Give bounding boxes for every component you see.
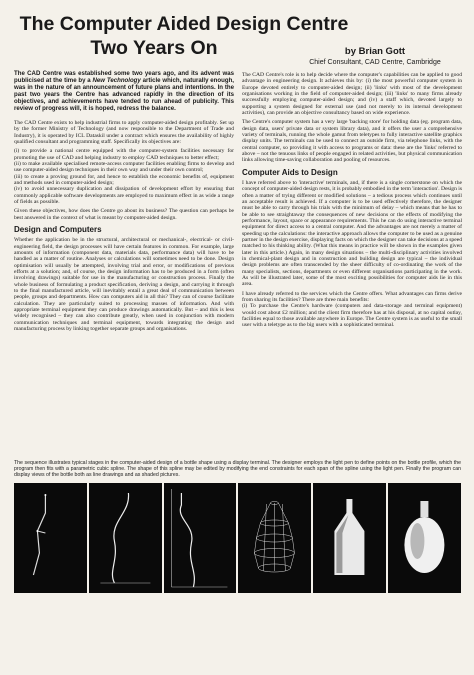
right-column	[242, 72, 462, 332]
byline	[290, 46, 460, 67]
title-line-2: Two Years On	[90, 37, 218, 59]
frame-shaded-view	[313, 483, 386, 593]
shaded-round-bottle	[388, 483, 461, 593]
lead-paragraph: The CAD Centre was established some two years ago, and its advent was publicised at the time by a New Technology article which, naturally enough, was in the nature of an announcement of future plans and intentions. In the past two years the Centre has advanced rapidly in the direction of its objectives, and achievements have tended to run ahead of publicity. This review of progress will, it is hoped, redress the balance.	[14, 70, 234, 112]
title-line-1: The Computer Aided Design Centre	[19, 13, 349, 35]
frame-spline-fit	[89, 483, 162, 593]
author-name: by Brian Gott	[344, 46, 406, 57]
body-paragraph: The CAD Centre's role is to help decide where the computer's capabilities can be applied to good advantage in engineering design. It achieves this by: (i) the most powerful computer system in Europe devoted entirely to computer-aided design; (ii) 'links' with most of the development organisations working in the field of computer-aided design; (iii) 'links' to many firms already successfully employing computer-aided design; and (iv) a staff which, devoted largely to supporting a system designed for external use (and not merely to its internal development activities), can provide an objective consultancy based on wide experience.	[242, 72, 462, 117]
spline-profile	[89, 483, 162, 593]
objective-item: (ii) to make available specialised remote-access computer facilities enabling firms to develop and use computer-aided design techniques in their own way and under their own control;	[14, 161, 234, 174]
magazine-name: New Technology	[92, 77, 141, 84]
wireframe-bottle	[238, 483, 311, 593]
body-paragraph: The CAD Centre exists to help industrial firms to apply computer-aided design profitably. Set up by the former Ministry of Technology (and now responsible to the Department of Trade and Industry), it is operated by ICL Dataskil under a contract which ensures the availability of highly qualified consultant and programming staff. Specifically its objectives are:	[14, 120, 234, 146]
author-role: Chief Consultant, CAD Centre, Cambridge	[309, 59, 441, 66]
bottle-profile-sketch	[14, 483, 87, 593]
objective-item: (iii) to create a proving ground for, and hence to establish the economic benefits of, equipment and methods used in computer-aided design;	[14, 173, 234, 187]
body-paragraph: The Centre's computer system has a very large 'backing store' for holding data (eg. program data, design data, users' private data or system library data), and it offers the user a comprehensive variety of terminals, running the whole gamut from teletypes to fully interactive satellite graphics display units. The terminals can be used to connect an outside firm, via telephone links, with the central computer, so providing it with access to programs or data: these are the 'links' referred to above – not the tenuous links of people engaged in related activities, but physical communication links allowing time-saving collaboration and pooling of resources.	[242, 119, 462, 164]
left-column	[14, 70, 234, 335]
frame-wireframe	[238, 483, 311, 593]
shaded-bottle	[313, 483, 386, 593]
body-paragraph: I have already referred to the services which the Centre offers. What advantages can firms derive from sharing its facilities? There are three main benefits:	[242, 290, 462, 303]
figure-caption: The sequence illustrates typical stages in the computer-aided design of a bottle shape using a display terminal. The designer employs the light pen to define points on the bottle profile, which the program then fits with a parametric cubic spline. The shape of this spline may be edited by modifying the end constraints for each span of the spline using the light pen. Finally the program can display views of the bottle both as line drawings and as shaded pictures.	[14, 460, 461, 478]
frame-edit-constraints	[164, 483, 237, 593]
body-paragraph: I have referred above to 'interactive' terminals, and, if there is a single cornerstone on which the concept of computer-aided design rests, it is probably embodied in the term 'interaction'. Design is often a matter of trying different or modified solutions – a tedious process which continues until an acceptable result is achieved. If a computer is to be used effectively therefore, the designer must be able to carry through his trials with the minimum of delay – which means that he has to be able to see straightaway the consequences of new decisions or the effects of modifying the performance, layout, space or appearance requirements. This he can do using interactive terminal equipment for direct access to a central computer. And the advantages are not merely a matter of speeding up the calculations: the interactive approach allows the computer to be used as a genuine partner in the design exercise, displaying facts on which the designer can take decisions at a speed matched to his thinking ability. (What this means in practice will be shown in the examples given later in this article.) Again, in many design situations – the multi-disciplinary activities involved in chemical-plant design and in construction and building design are typical – the individual design problems are often transcended by the sheer difficulty of co-ordinating the work of the many specialists, sections, departments or even different organisations participating in the work. As will be illustrated later, some of the most exciting possibilities for computer aids lie in this area.	[242, 179, 463, 288]
frame-profile-points	[14, 483, 87, 593]
objective-item: (iv) to avoid unnecessary duplication and dissipation of development effort by ensuring that commonly applicable software developments are employed to maximum effect in as wide a range of fields as possible.	[14, 186, 234, 206]
section-heading-design: Design and Computers	[14, 225, 102, 235]
body-paragraph: Given these objectives, how does the Centre go about its business? The question can perhaps be best answered in the context of what is meant by computer-aided design.	[14, 208, 234, 221]
objective-item: (i) to provide a national centre equipped with the computer-system facilities necessary for promoting the use of CAD and helping industry to employ CAD techniques to better effect;	[14, 148, 234, 161]
edited-spline	[164, 483, 237, 593]
bottle-design-sequence	[14, 483, 461, 593]
body-paragraph: (i) To purchase the Centre's hardware (computers and data-storage and terminal equipment) would cost about £2 million; and the client firm therefore has at his disposal, at no capital outlay, facilities equal to those available anywhere in Europe. The Centre system is as useful to the small user with a teletype as to the big users with a sophisticated terminal.	[242, 303, 462, 329]
body-paragraph: Whether the application be in the structural, architectural or mechanical-, electrical- or civil-engineering field, the design processes will have certain features in common. For example, large amounts of information (component data, materials data, performance data) will have to be handled as a matter of routine. Analyses or calculations will sometimes need to be done. Design optimisation will usually be attempted, involving trial and error, or modifications of previous efforts at a solution; and, of course, the design information has to be produced in a form (often involving drawings) suitable for use in the manufacturing or construction process. Finally the whole business of formulating a product specification, deriving a design, and carrying it through to the final manufactured article, will inevitably entail a great deal of communication between people, groups and departments. How can computers aid in all this? They can of course facilitate calculation. They are particularly suited to processing masses of information. And with appropriate terminal equipment they can produce drawings automatically. But – and this is less widely recognised – they can also contribute greatly, when used in conjunction with modern communication techniques and terminal equipment, towards integrating the design and manufacturing process by linking together separate groups and organisations.	[14, 237, 234, 332]
section-heading-aids: Computer Aids to Design	[242, 167, 338, 177]
frame-shaded-round	[388, 483, 461, 593]
